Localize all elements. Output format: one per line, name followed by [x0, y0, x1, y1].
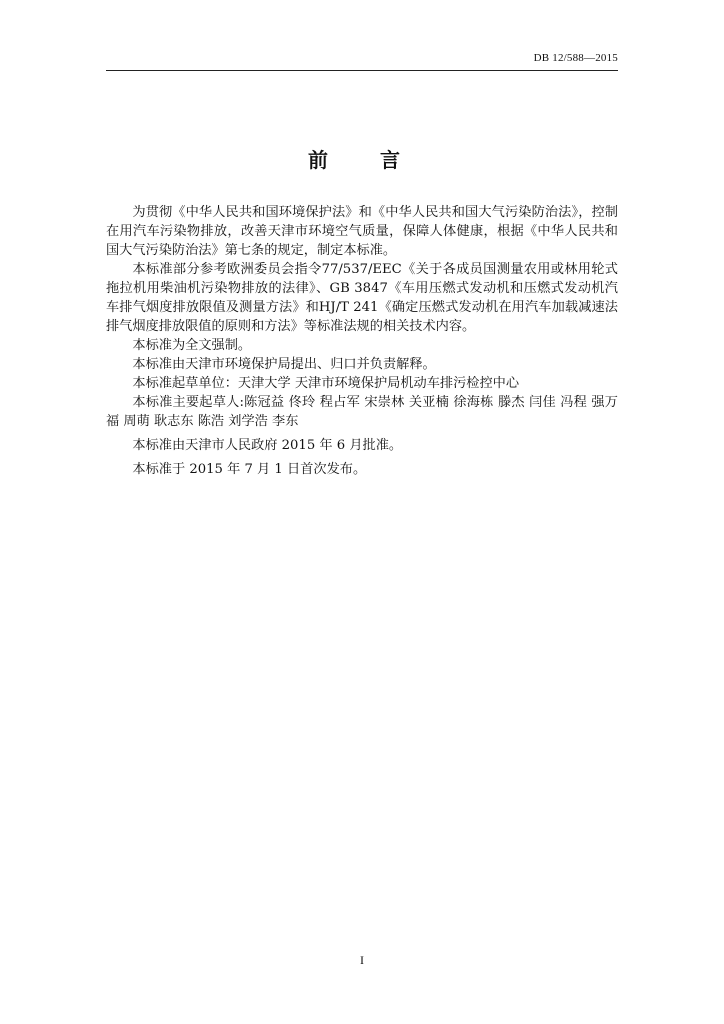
- paragraph-purpose: 为贯彻《中华人民共和国环境保护法》和《中华人民共和国大气污染防治法》，控制在用汽车污染物排放，改善天津市环境空气质量，保障人体健康，根据《中华人民共和国大气污染防治法》第七条的规定，制定本标准。: [106, 205, 618, 258]
- paragraph-references: 本标准部分参考欧洲委员会指令77/537/EEC《关于各成员国测量农用或林用轮式拖拉机用柴油机污染物排放的法律》、GB 3847《车用压燃式发动机和压燃式发动机汽车排气烟度排放限值及测量方法》和HJ/T 241《确定压燃式发动机在用汽车加载减速法排气烟度排放限值的原则和方法》等标准法规的相关技术内容。: [106, 262, 618, 334]
- paragraph-mandatory: 本标准为全文强制。: [132, 338, 252, 353]
- paragraph-approval: 本标准由天津市人民政府 2015 年 6 月批准。: [132, 438, 403, 453]
- foreword-body: [106, 203, 618, 479]
- paragraph-release: 本标准于 2015 年 7 月 1 日首次发布。: [132, 462, 367, 477]
- paragraph-proposer: 本标准由天津市环境保护局提出、归口并负责解释。: [132, 357, 436, 372]
- paragraph-drafters: 本标准主要起草人:陈冠益 佟玲 程占军 宋崇林 关亚楠 徐海栋 滕杰 闫佳 冯程 强万福 周萌 耿志东 陈浩 刘学浩 李东: [106, 395, 618, 429]
- header-rule: [106, 70, 618, 71]
- paragraph-drafting-units: 本标准起草单位：天津大学 天津市环境保护局机动车排污检控中心: [132, 376, 520, 391]
- page-title: 前 言: [308, 148, 416, 172]
- document-code: DB 12/588—2015: [533, 52, 618, 64]
- page-number: I: [360, 953, 364, 967]
